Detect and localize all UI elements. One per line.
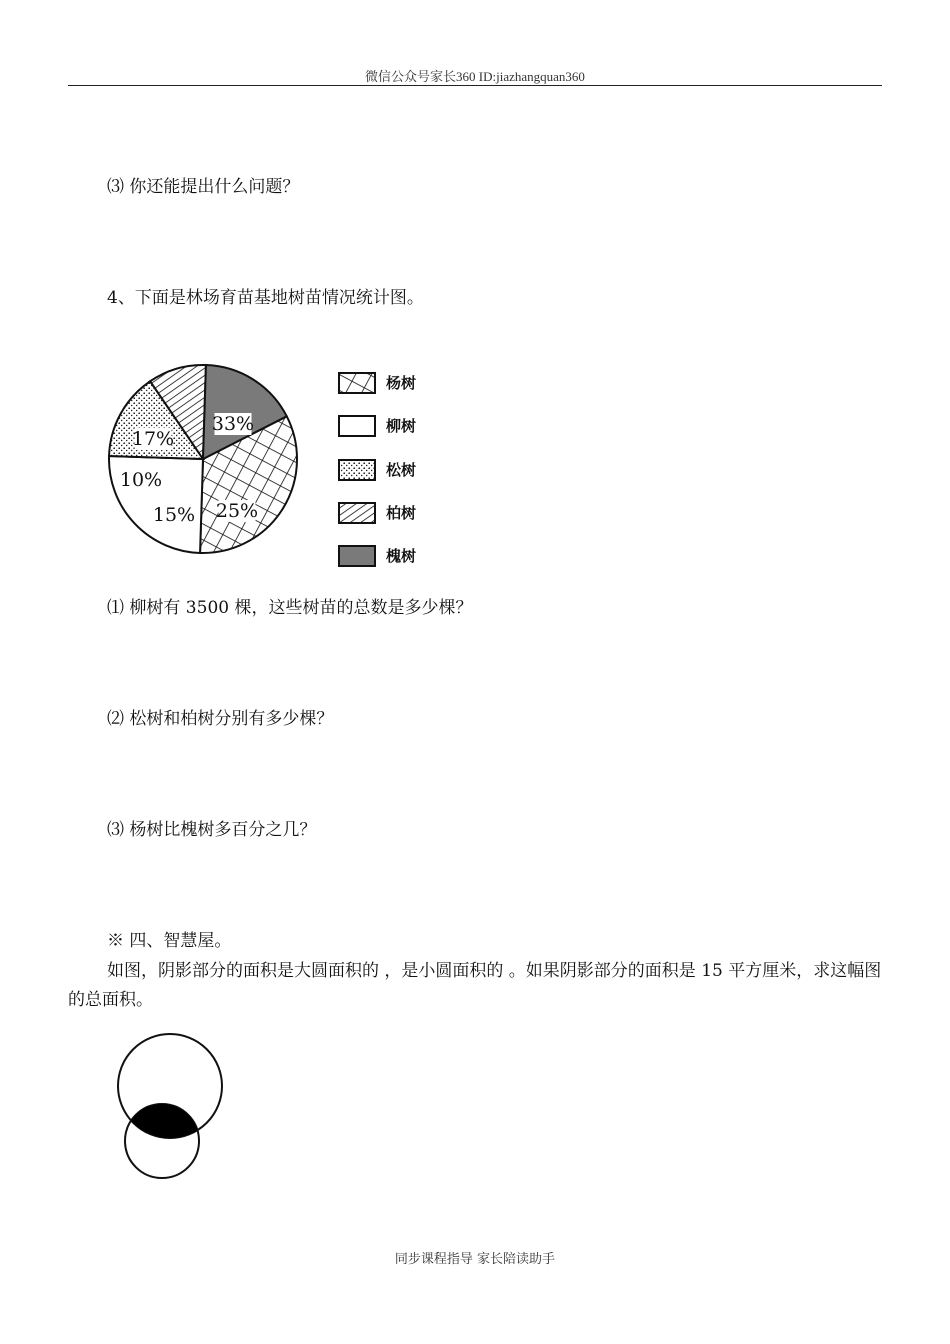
question-4-3: ⑶ 杨树比槐树多百分之几？ xyxy=(107,820,317,840)
legend-label: 杨树 xyxy=(386,374,417,392)
legend-swatch xyxy=(339,503,375,523)
question-4-title: 4、下面是林场育苗基地树苗情况统计图。 xyxy=(107,288,424,308)
circles-figure xyxy=(107,1024,231,1186)
section-4-problem: 如图，阴影部分的面积是大圆面积的 ，是小圆面积的 。如果阴影部分的面积是 15 平方厘米，求这幅图的总面积。 xyxy=(68,961,882,1010)
pie-slice-label: 10% xyxy=(119,469,163,491)
legend-label: 柏树 xyxy=(386,504,417,522)
pie-slice-label: 15% xyxy=(152,504,196,526)
legend-swatch xyxy=(339,546,375,566)
page-footer: 同步课程指导 家长陪读助手 xyxy=(394,1252,556,1267)
legend-swatch xyxy=(339,460,375,480)
legend-swatch xyxy=(339,416,375,436)
legend-label: 槐树 xyxy=(386,547,417,565)
legend-swatch xyxy=(339,373,375,393)
question-4-1: ⑴ 柳树有 3500 棵，这些树苗的总数是多少棵？ xyxy=(107,598,473,618)
legend-label: 柳树 xyxy=(386,417,417,435)
pie-chart xyxy=(108,362,468,576)
page-header: 微信公众号家长360 ID:jiazhangquan360 xyxy=(365,69,585,84)
section-4-title: ※ 四、智慧屋。 xyxy=(107,931,232,951)
pie-slice-label: 25% xyxy=(215,500,259,522)
question-3-prev: ⑶ 你还能提出什么问题？ xyxy=(107,177,300,197)
pie-slice-label: 17% xyxy=(131,428,175,450)
legend-label: 松树 xyxy=(386,461,417,479)
header-divider xyxy=(68,85,882,86)
pie-slice-label: 33% xyxy=(211,413,255,435)
question-4-2: ⑵ 松树和柏树分别有多少棵？ xyxy=(107,709,334,729)
